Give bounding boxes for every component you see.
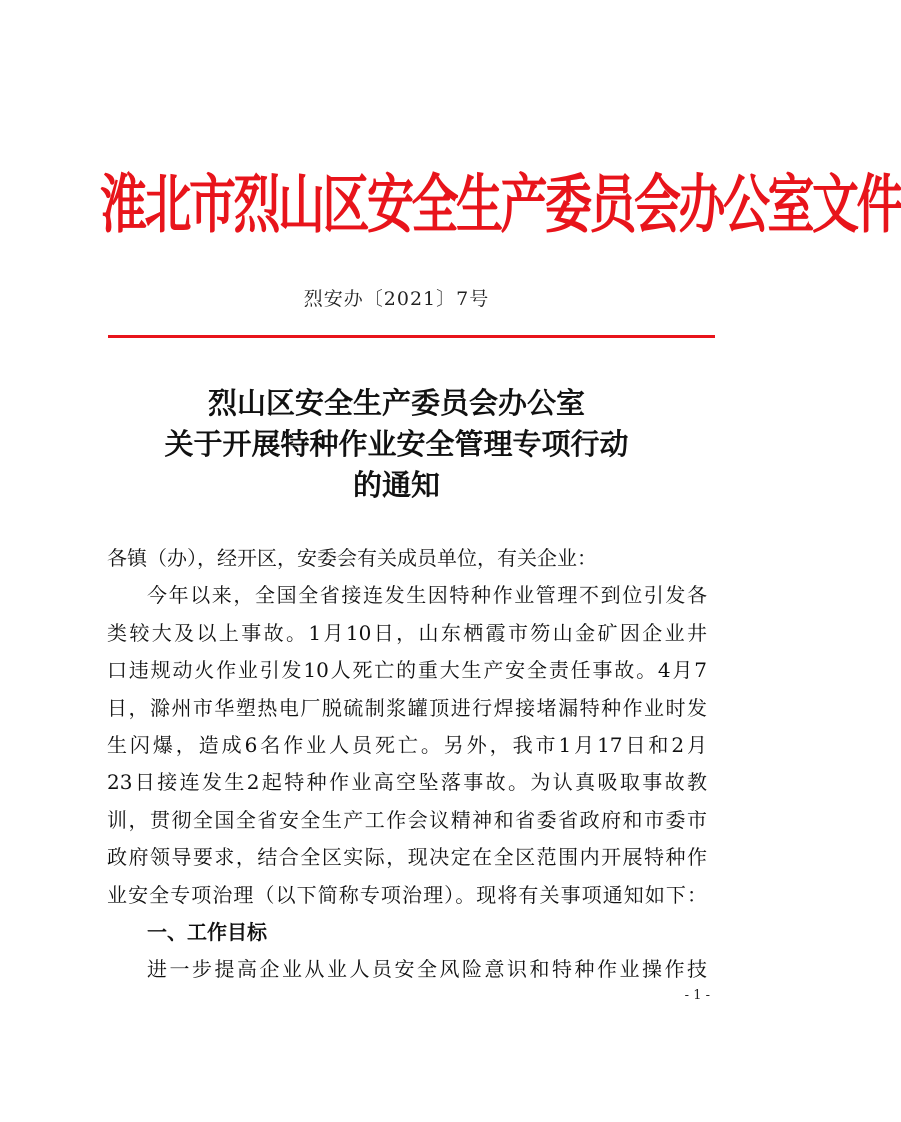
body-line: 23日接连发生2起特种作业高空坠落事故。为认真吸取事故教 (107, 770, 707, 795)
document-number: 烈安办〔2021〕7号 (303, 288, 490, 310)
salutation: 各镇（办），经开区，安委会有关成员单位，有关企业： (107, 546, 597, 570)
notice-title-line: 烈山区安全生产委员会办公室 (207, 386, 585, 420)
body-line: 进一步提高企业从业人员安全风险意识和特种作业操作技 (147, 957, 707, 982)
body-line: 训，贯彻全国全省安全生产工作会议精神和省委省政府和市委市 (107, 807, 707, 832)
body-line: 业安全专项治理（以下简称专项治理）。现将有关事项通知如下： (107, 882, 707, 907)
notice-title (0, 383, 793, 506)
red-divider-line (108, 335, 715, 338)
body-line: 口违规动火作业引发10人死亡的重大生产安全责任事故。4月7 (107, 658, 707, 683)
document-body (107, 540, 707, 989)
body-line: 类较大及以上事故。1月10日，山东栖霞市笏山金矿因企业井 (107, 620, 707, 645)
body-line: 政府领导要求，结合全区实际，现决定在全区范围内开展特种作 (107, 845, 707, 870)
notice-title-line: 关于开展特种作业安全管理专项行动 (164, 427, 629, 461)
org-header-title: 淮北市烈山区安全生产委员会办公室文件 (100, 168, 901, 243)
notice-title-line: 的通知 (352, 468, 440, 502)
section-heading: 一、工作目标 (147, 920, 267, 945)
body-line: 今年以来，全国全省接连发生因特种作业管理不到位引发各 (147, 583, 707, 608)
page-number: - 1 - (684, 988, 710, 1003)
body-line: 生闪爆，造成6名作业人员死亡。另外，我市1月17日和2月 (107, 733, 707, 758)
body-line: 日，滁州市华塑热电厂脱硫制浆罐顶进行焊接堵漏特种作业时发 (107, 695, 707, 720)
